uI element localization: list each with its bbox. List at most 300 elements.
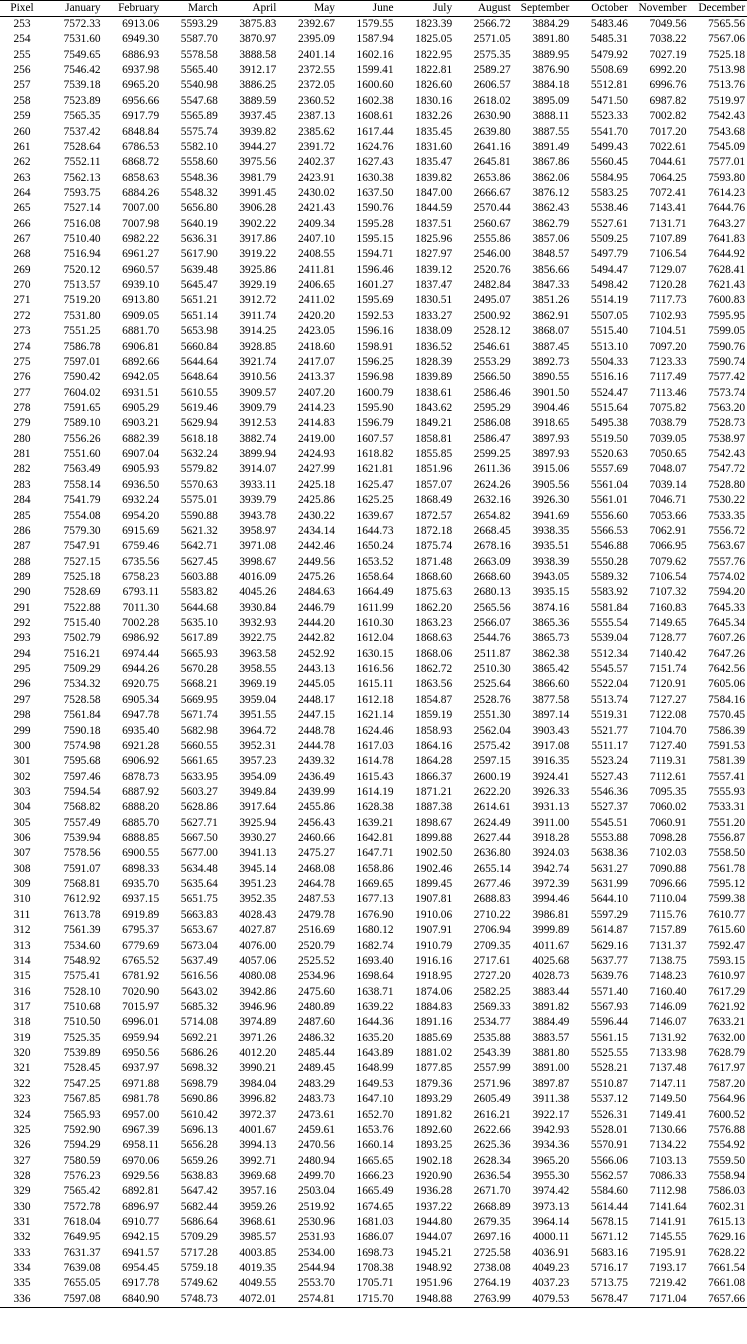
table-row (0, 416, 747, 431)
value-cell: 5562.57 (590, 1169, 628, 1182)
value-cell: 4027.87 (239, 924, 277, 937)
value-cell: 3958.55 (239, 663, 277, 676)
value-cell: 7561.39 (63, 924, 101, 937)
value-cell: 3933.11 (239, 478, 277, 491)
value-cell: 1885.69 (415, 1031, 453, 1044)
value-cell: 4001.67 (239, 1123, 277, 1136)
value-cell: 3897.93 (532, 448, 570, 461)
value-cell: 1630.15 (356, 647, 394, 660)
value-cell: 5566.53 (590, 524, 628, 537)
value-cell: 6913.06 (122, 18, 160, 30)
value-cell: 1660.14 (356, 1139, 394, 1152)
table-row (0, 232, 747, 247)
pixel-cell: 306 (13, 832, 31, 845)
value-cell: 7618.04 (63, 1216, 101, 1229)
value-cell: 5627.71 (180, 816, 218, 829)
value-cell: 7017.20 (649, 125, 687, 138)
value-cell: 3870.97 (239, 33, 277, 46)
value-cell: 5515.64 (590, 401, 628, 414)
table-row (0, 1077, 747, 1092)
value-cell: 6896.97 (122, 1200, 160, 1213)
value-cell: 6987.82 (649, 94, 687, 107)
value-cell: 1891.16 (415, 1016, 453, 1029)
value-cell: 5660.84 (180, 340, 218, 353)
value-cell: 5583.92 (590, 586, 628, 599)
value-cell: 7614.23 (708, 186, 746, 199)
column-header-june: June (337, 1, 396, 17)
value-cell: 1643.89 (356, 1047, 394, 1060)
value-cell: 6996.01 (122, 1016, 160, 1029)
value-cell: 2395.09 (297, 33, 335, 46)
value-cell: 1617.03 (356, 739, 394, 752)
value-cell: 3888.58 (239, 48, 277, 61)
value-cell: 5634.48 (180, 862, 218, 875)
pixel-cell: 303 (13, 785, 31, 798)
table-row (0, 78, 747, 93)
value-cell: 7143.41 (649, 202, 687, 215)
value-cell: 1665.65 (356, 1154, 394, 1167)
value-cell: 3942.74 (532, 862, 570, 875)
value-cell: 5560.45 (590, 156, 628, 169)
value-cell: 1650.24 (356, 540, 394, 553)
value-cell: 3963.58 (239, 647, 277, 660)
value-cell: 2546.00 (473, 248, 511, 261)
value-cell: 3883.57 (532, 1031, 570, 1044)
value-cell: 5661.65 (180, 755, 218, 768)
value-cell: 2459.61 (297, 1123, 335, 1136)
value-cell: 2627.44 (473, 832, 511, 845)
value-cell: 7661.08 (708, 1277, 746, 1290)
pixel-cell: 321 (13, 1062, 31, 1075)
table-row (0, 724, 747, 739)
value-cell: 5545.51 (590, 816, 628, 829)
value-cell: 1618.82 (356, 448, 394, 461)
value-cell: 1653.76 (356, 1123, 394, 1136)
value-cell: 7060.02 (649, 801, 687, 814)
value-cell: 7563.20 (708, 401, 746, 414)
value-cell: 4000.11 (532, 1231, 570, 1244)
value-cell: 2409.34 (297, 217, 335, 230)
column-header-july: July (396, 1, 455, 17)
value-cell: 7117.49 (649, 371, 687, 384)
value-cell: 2439.32 (297, 755, 335, 768)
value-cell: 5678.15 (590, 1216, 628, 1229)
value-cell: 4079.53 (513, 1292, 572, 1308)
value-cell: 4003.85 (239, 1246, 277, 1259)
value-cell: 3951.55 (239, 709, 277, 722)
value-cell: 6935.70 (122, 878, 160, 891)
value-cell: 7617.97 (708, 1062, 746, 1075)
value-cell: 5495.38 (590, 417, 628, 430)
value-cell: 1628.38 (356, 801, 394, 814)
value-cell: 1862.20 (415, 601, 453, 614)
value-cell: 7592.90 (63, 1123, 101, 1136)
value-cell: 1918.95 (415, 970, 453, 983)
value-cell: 3892.73 (532, 355, 570, 368)
value-cell: 5669.95 (180, 693, 218, 706)
value-cell: 6840.90 (103, 1292, 162, 1308)
value-cell: 5629.16 (590, 939, 628, 952)
value-cell: 5571.40 (590, 985, 628, 998)
value-cell: 2525.64 (473, 678, 511, 691)
value-cell: 2531.93 (297, 1231, 335, 1244)
value-cell: 7561.84 (63, 709, 101, 722)
value-cell: 5546.36 (590, 785, 628, 798)
value-cell: 7579.30 (63, 524, 101, 537)
value-cell: 1635.20 (356, 1031, 394, 1044)
pixel-cell: 323 (13, 1093, 31, 1106)
value-cell: 2503.04 (297, 1185, 335, 1198)
column-header-january: January (44, 1, 103, 17)
value-cell: 6944.26 (122, 663, 160, 676)
value-cell: 3899.94 (239, 448, 277, 461)
value-cell: 7577.42 (708, 371, 746, 384)
value-cell: 7589.10 (63, 417, 101, 430)
value-cell: 5557.69 (590, 463, 628, 476)
value-cell: 1615.43 (356, 770, 394, 783)
value-cell: 3942.86 (239, 985, 277, 998)
value-cell: 1595.90 (356, 401, 394, 414)
table-row (0, 155, 747, 170)
value-cell: 7538.97 (708, 432, 746, 445)
value-cell: 7556.72 (708, 524, 746, 537)
value-cell: 7586.78 (63, 340, 101, 353)
value-cell: 3895.09 (532, 94, 570, 107)
value-cell: 3951.23 (239, 878, 277, 891)
value-cell: 7527.15 (63, 555, 101, 568)
value-cell: 3928.85 (239, 340, 277, 353)
value-cell: 5709.29 (180, 1231, 218, 1244)
value-cell: 7557.49 (63, 816, 101, 829)
value-cell: 3911.38 (532, 1093, 570, 1106)
value-cell: 5516.16 (590, 371, 628, 384)
value-cell: 2636.54 (473, 1169, 511, 1182)
value-cell: 5670.28 (180, 663, 218, 676)
value-cell: 3957.16 (239, 1185, 277, 1198)
value-cell: 5583.82 (180, 586, 218, 599)
value-cell: 5648.64 (180, 371, 218, 384)
table-row (0, 462, 747, 477)
value-cell: 5583.25 (590, 186, 628, 199)
value-cell: 1951.96 (415, 1277, 453, 1290)
value-cell: 2544.76 (473, 632, 511, 645)
value-cell: 3999.89 (532, 924, 570, 937)
value-cell: 3972.39 (532, 878, 570, 891)
table-row (0, 616, 747, 631)
value-cell: 7547.91 (63, 540, 101, 553)
value-cell: 7548.92 (63, 954, 101, 967)
value-cell: 5589.32 (590, 570, 628, 583)
value-cell: 6795.37 (122, 924, 160, 937)
value-cell: 1827.97 (415, 248, 453, 261)
value-cell: 2423.05 (297, 325, 335, 338)
value-cell: 5507.05 (590, 309, 628, 322)
value-cell: 3911.74 (239, 309, 277, 322)
pixel-cell: 336 (0, 1292, 44, 1308)
value-cell: 1624.46 (356, 724, 394, 737)
value-cell: 2535.88 (473, 1031, 511, 1044)
value-cell: 7542.43 (708, 448, 746, 461)
value-cell: 7645.34 (708, 617, 746, 630)
value-cell: 3994.13 (239, 1139, 277, 1152)
value-cell: 2407.10 (297, 233, 335, 246)
table-row (0, 708, 747, 723)
table-row (0, 1000, 747, 1015)
value-cell: 1833.27 (415, 309, 453, 322)
value-cell: 3883.44 (532, 985, 570, 998)
value-cell: 2653.86 (473, 171, 511, 184)
value-cell: 1936.28 (415, 1185, 453, 1198)
table-row (0, 585, 747, 600)
value-cell: 3974.89 (239, 1016, 277, 1029)
value-cell: 2654.82 (473, 509, 511, 522)
table-row (0, 109, 747, 124)
value-cell: 6885.70 (122, 816, 160, 829)
value-cell: 5619.46 (180, 401, 218, 414)
value-cell: 5499.43 (590, 140, 628, 153)
pixel-cell: 300 (13, 739, 31, 752)
value-cell: 7102.93 (649, 309, 687, 322)
value-cell: 5714.08 (180, 1016, 218, 1029)
value-cell: 3969.19 (239, 678, 277, 691)
value-cell: 7117.73 (649, 294, 687, 307)
value-cell: 6937.97 (122, 1062, 160, 1075)
value-cell: 6905.29 (122, 401, 160, 414)
table-row (0, 263, 747, 278)
value-cell: 7123.33 (649, 355, 687, 368)
value-cell: 1693.40 (356, 954, 394, 967)
value-cell: 1677.13 (356, 893, 394, 906)
value-cell: 7120.91 (649, 678, 687, 691)
value-cell: 5512.81 (590, 79, 628, 92)
value-cell: 5638.83 (180, 1169, 218, 1182)
value-cell: 2618.02 (473, 94, 511, 107)
value-cell: 3906.28 (239, 202, 277, 215)
value-cell: 1596.25 (356, 355, 394, 368)
value-cell: 7568.81 (63, 878, 101, 891)
value-cell: 1859.19 (415, 709, 453, 722)
value-cell: 1652.70 (356, 1108, 394, 1121)
pixel-cell: 304 (13, 801, 31, 814)
value-cell: 1891.82 (415, 1108, 453, 1121)
value-cell: 3939.82 (239, 125, 277, 138)
value-cell: 7565.42 (63, 1185, 101, 1198)
value-cell: 5653.98 (180, 325, 218, 338)
value-cell: 7531.60 (63, 33, 101, 46)
value-cell: 3955.30 (532, 1169, 570, 1182)
value-cell: 7528.58 (63, 693, 101, 706)
table-row (0, 1154, 747, 1169)
value-cell: 7112.98 (649, 1185, 687, 1198)
value-cell: 7147.11 (649, 1077, 687, 1090)
value-cell: 7171.04 (630, 1292, 689, 1308)
value-cell: 7146.07 (649, 1016, 687, 1029)
pixel-cell: 301 (13, 755, 31, 768)
value-cell: 7610.77 (708, 908, 746, 921)
value-cell: 1680.12 (356, 924, 394, 937)
value-cell: 5686.64 (180, 1216, 218, 1229)
value-cell: 7525.18 (63, 570, 101, 583)
value-cell: 5749.62 (180, 1277, 218, 1290)
value-cell: 5603.27 (180, 785, 218, 798)
value-cell: 5527.37 (590, 801, 628, 814)
value-cell: 7551.20 (708, 816, 746, 829)
value-cell: 5596.44 (590, 1016, 628, 1029)
value-cell: 5616.56 (180, 970, 218, 983)
value-cell: 6887.92 (122, 785, 160, 798)
value-cell: 7639.08 (63, 1262, 101, 1275)
value-cell: 3971.08 (239, 540, 277, 553)
value-cell: 5682.98 (180, 724, 218, 737)
table-row (0, 1123, 747, 1138)
value-cell: 7528.80 (708, 478, 746, 491)
value-cell: 1601.27 (356, 279, 394, 292)
value-cell: 2534.77 (473, 1016, 511, 1029)
value-cell: 3847.33 (532, 279, 570, 292)
value-cell: 2555.86 (473, 233, 511, 246)
pixel-cell: 328 (13, 1169, 31, 1182)
value-cell: 3897.87 (532, 1077, 570, 1090)
value-cell: 2485.44 (297, 1047, 335, 1060)
value-cell: 6892.81 (122, 1185, 160, 1198)
value-cell: 6919.89 (122, 908, 160, 921)
value-cell: 5556.60 (590, 509, 628, 522)
value-cell: 5639.76 (590, 970, 628, 983)
value-cell: 6905.93 (122, 463, 160, 476)
value-cell: 3901.50 (532, 386, 570, 399)
value-cell: 5519.31 (590, 709, 628, 722)
value-cell: 3986.81 (532, 908, 570, 921)
value-cell: 5656.28 (180, 1139, 218, 1152)
value-cell: 1596.98 (356, 371, 394, 384)
value-cell: 6942.15 (122, 1231, 160, 1244)
value-cell: 3957.23 (239, 755, 277, 768)
value-cell: 3959.04 (239, 693, 277, 706)
column-header-october: October (571, 1, 630, 17)
value-cell: 2543.39 (473, 1047, 511, 1060)
value-cell: 3971.26 (239, 1031, 277, 1044)
value-cell: 7628.79 (708, 1047, 746, 1060)
value-cell: 6848.84 (122, 125, 160, 138)
value-cell: 7595.68 (63, 755, 101, 768)
value-cell: 6793.11 (122, 586, 160, 599)
value-cell: 6878.73 (122, 770, 160, 783)
value-cell: 1698.64 (356, 970, 394, 983)
value-cell: 7064.25 (649, 171, 687, 184)
value-cell: 7629.16 (708, 1231, 746, 1244)
value-cell: 6971.88 (122, 1077, 160, 1090)
pixel-cell: 266 (13, 217, 31, 230)
table-row (0, 324, 747, 339)
value-cell: 1854.87 (415, 693, 453, 706)
value-cell: 7106.54 (649, 248, 687, 261)
value-cell: 1844.59 (415, 202, 453, 215)
value-cell: 3984.04 (239, 1077, 277, 1090)
value-cell: 3904.46 (532, 401, 570, 414)
value-cell: 3912.17 (239, 64, 277, 77)
value-cell: 3932.93 (239, 617, 277, 630)
value-cell: 7516.94 (63, 248, 101, 261)
value-cell: 7151.74 (649, 663, 687, 676)
value-cell: 7557.41 (708, 770, 746, 783)
value-cell: 2595.29 (473, 401, 511, 414)
value-cell: 6956.66 (122, 94, 160, 107)
value-cell: 5663.83 (180, 908, 218, 921)
value-cell: 5561.15 (590, 1031, 628, 1044)
value-cell: 7581.39 (708, 755, 746, 768)
value-cell: 3862.91 (532, 309, 570, 322)
table-row (0, 647, 747, 662)
value-cell: 5639.48 (180, 263, 218, 276)
value-cell: 3909.57 (239, 386, 277, 399)
pixel-cell: 256 (13, 64, 31, 77)
value-cell: 7533.35 (708, 509, 746, 522)
table-row (0, 140, 747, 155)
value-cell: 5548.36 (180, 171, 218, 184)
value-cell: 7576.23 (63, 1169, 101, 1182)
pixel-cell: 331 (13, 1216, 31, 1229)
column-header-september: September (513, 1, 572, 17)
value-cell: 7509.29 (63, 663, 101, 676)
value-cell: 5541.70 (590, 125, 628, 138)
value-cell: 3952.35 (239, 893, 277, 906)
pixel-cell: 325 (13, 1123, 31, 1136)
value-cell: 7575.41 (63, 970, 101, 983)
pixel-cell: 272 (13, 309, 31, 322)
value-cell: 1676.90 (356, 908, 394, 921)
value-cell: 5528.21 (590, 1062, 628, 1075)
table-row (0, 754, 747, 769)
value-cell: 1899.45 (415, 878, 453, 891)
value-cell: 7137.48 (649, 1062, 687, 1075)
value-cell: 1831.60 (415, 140, 453, 153)
value-cell: 6986.92 (122, 632, 160, 645)
value-cell: 3926.30 (532, 494, 570, 507)
value-cell: 2725.58 (473, 1246, 511, 1259)
value-cell: 7542.43 (708, 110, 746, 123)
pixel-cell: 319 (13, 1031, 31, 1044)
value-cell: 2519.92 (297, 1200, 335, 1213)
value-cell: 2425.18 (297, 478, 335, 491)
value-cell: 3935.51 (532, 540, 570, 553)
value-cell: 6954.45 (122, 1262, 160, 1275)
value-cell: 3926.33 (532, 785, 570, 798)
value-cell: 6884.26 (122, 186, 160, 199)
value-cell: 7534.32 (63, 678, 101, 691)
value-cell: 2444.78 (297, 739, 335, 752)
value-cell: 5515.40 (590, 325, 628, 338)
value-cell: 3925.94 (239, 816, 277, 829)
value-cell: 7590.76 (708, 340, 746, 353)
value-cell: 7046.71 (649, 494, 687, 507)
value-cell: 5656.80 (180, 202, 218, 215)
value-cell: 3851.26 (532, 294, 570, 307)
value-cell: 6931.51 (122, 386, 160, 399)
value-cell: 2401.14 (297, 48, 335, 61)
value-cell: 1826.60 (415, 79, 453, 92)
value-cell: 6868.72 (122, 156, 160, 169)
value-cell: 4011.67 (532, 939, 570, 952)
value-cell: 7539.89 (63, 1047, 101, 1060)
value-cell: 5539.04 (590, 632, 628, 645)
value-cell: 5553.88 (590, 832, 628, 845)
value-cell: 2645.81 (473, 156, 511, 169)
value-cell: 2447.15 (297, 709, 335, 722)
value-cell: 3865.42 (532, 663, 570, 676)
value-cell: 5525.55 (590, 1047, 628, 1060)
value-cell: 2452.92 (297, 647, 335, 660)
value-cell: 2688.83 (473, 893, 511, 906)
